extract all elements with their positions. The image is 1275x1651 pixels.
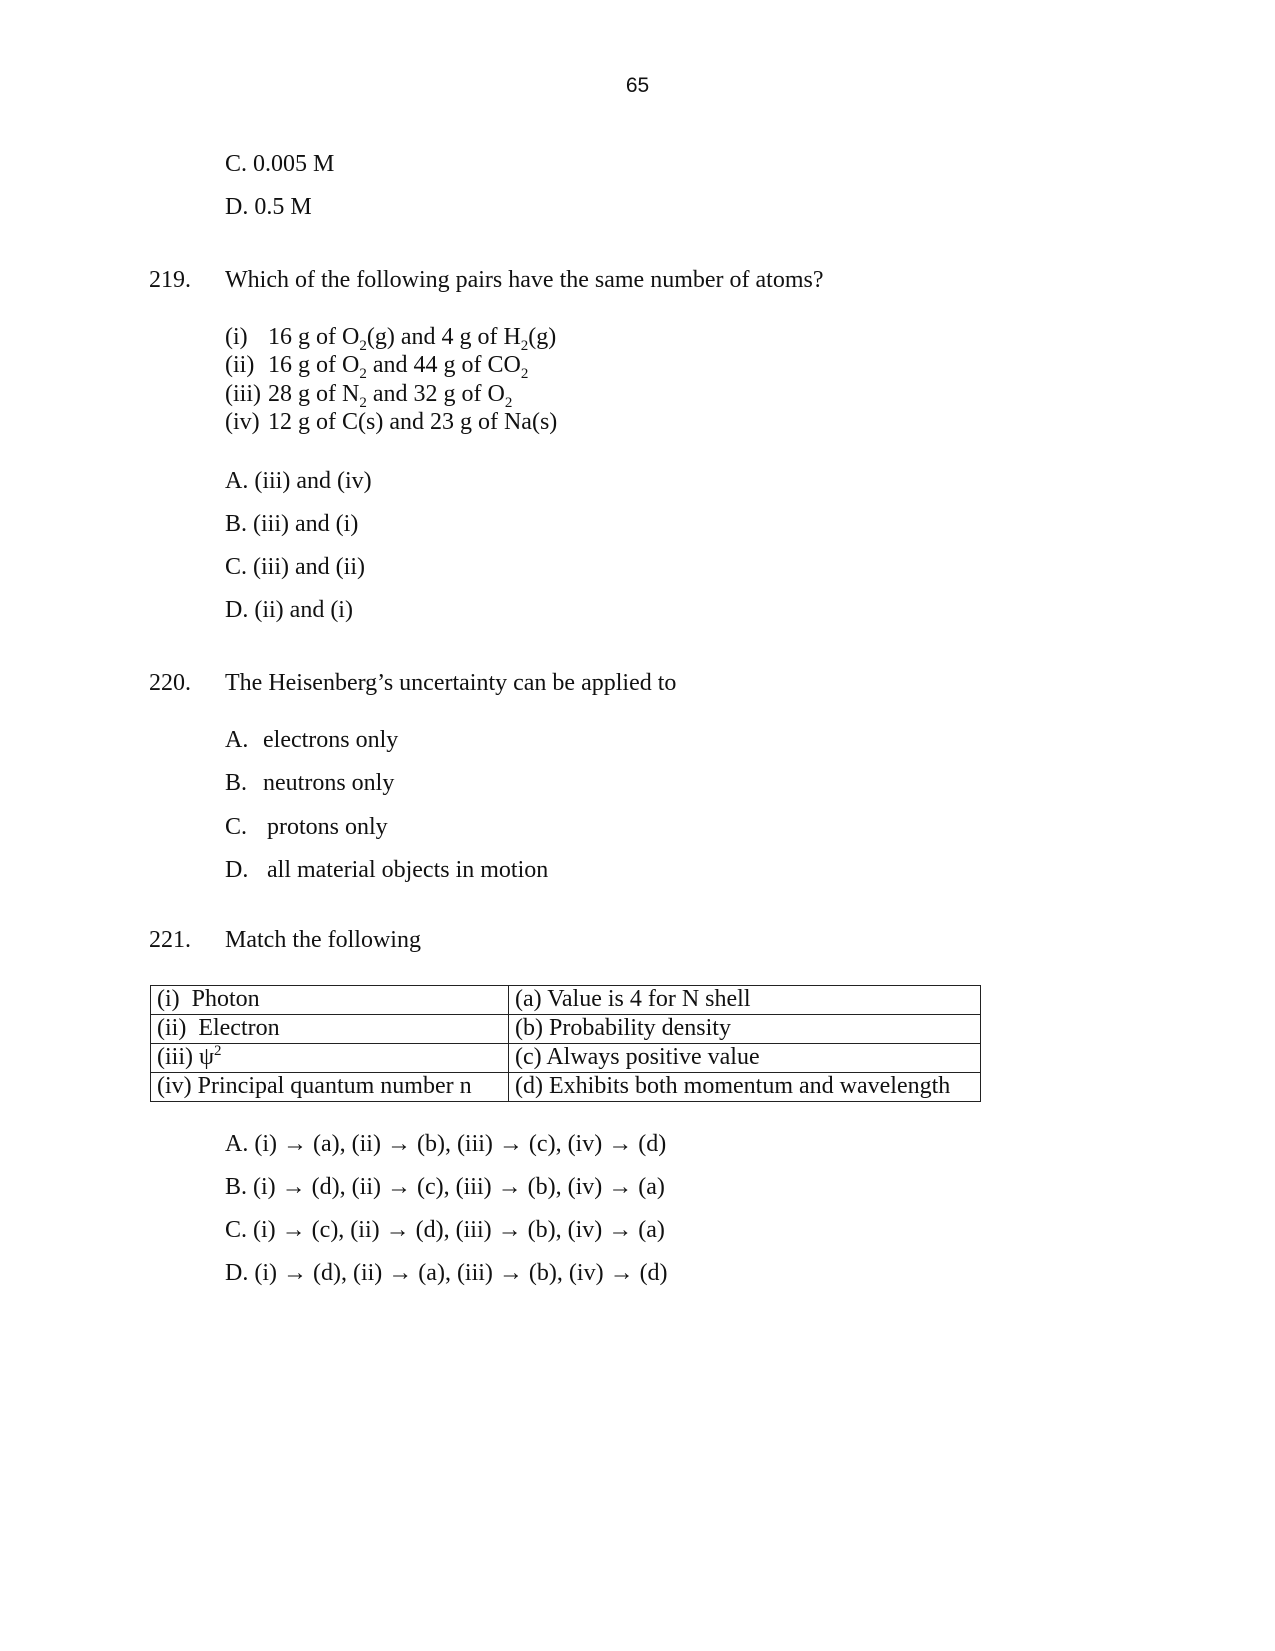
table-cell-right: (d) Exhibits both momentum and wavelength	[509, 1073, 981, 1102]
statement-text: and 44 g of CO	[366, 352, 521, 378]
statement-label: (iv)	[225, 409, 260, 435]
table-cell-left	[151, 1044, 509, 1073]
table-row	[151, 1015, 981, 1044]
option-label: B.	[225, 511, 248, 537]
match-table	[150, 985, 981, 1102]
subscript: 2	[520, 337, 529, 354]
option-text: (i) → (c), (ii) → (d), (iii) → (b), (iv) → (a)	[253, 1217, 665, 1243]
option-text: 0.5 M	[254, 194, 312, 220]
statement-text: 12 g of C(s) and 23 g of Na(s)	[268, 409, 558, 435]
cell-text: (i) Photon	[157, 986, 260, 1012]
option-text: protons only	[267, 814, 388, 840]
statement-label: (i)	[225, 324, 248, 350]
q221-option-d	[225, 1259, 668, 1287]
option-text: (i) → (d), (ii) → (a), (iii) → (b), (iv) → (d)	[254, 1260, 668, 1286]
option-text: (ii) and (i)	[254, 597, 353, 623]
q219-option-d	[225, 596, 353, 624]
option-text: (i) → (a), (ii) → (b), (iii) → (c), (iv) → (d)	[254, 1131, 667, 1157]
question-number-220: 220.	[149, 670, 191, 696]
statement-text: 28 g of N	[268, 381, 360, 407]
question-text-219: Which of the following pairs have the same number of atoms?	[225, 267, 824, 293]
statement-text: 16 g of O	[268, 324, 360, 350]
option-text: (iii) and (i)	[253, 511, 359, 537]
q220-option-d	[225, 856, 548, 884]
q220-option-a	[225, 726, 398, 754]
q220-option-b	[225, 769, 394, 797]
carryover-option-d	[225, 193, 312, 221]
q219-option-a	[225, 467, 372, 495]
option-label: C.	[225, 554, 248, 580]
subscript: 2	[359, 365, 367, 382]
statement-text: 16 g of O	[268, 352, 360, 378]
option-label: A.	[225, 727, 249, 753]
option-label: C.	[225, 1217, 248, 1243]
subscript: 2	[359, 394, 367, 411]
option-text: electrons only	[263, 727, 399, 753]
subscript: 2	[359, 337, 367, 354]
option-label: A.	[225, 1131, 249, 1157]
statement-label: (iii)	[225, 381, 261, 407]
option-label: C.	[225, 814, 248, 840]
table-cell-right: (a) Value is 4 for N shell	[509, 986, 981, 1015]
option-label: B.	[225, 770, 248, 796]
option-text: all material objects in motion	[267, 857, 549, 883]
statement-label: (ii)	[225, 352, 255, 378]
cell-text: (iv) Principal quantum number n	[157, 1073, 472, 1099]
statement-text: (g) and 4 g of H	[366, 324, 521, 350]
option-text: (i) → (d), (ii) → (c), (iii) → (b), (iv) → (a)	[253, 1174, 665, 1200]
q221-option-c	[225, 1216, 665, 1244]
option-text: neutrons only	[263, 770, 395, 796]
table-row	[151, 1044, 981, 1073]
q219-option-b	[225, 510, 358, 538]
table-row	[151, 1073, 981, 1102]
option-label: D.	[225, 857, 249, 883]
table-cell-left	[151, 1073, 509, 1102]
question-text-221: Match the following	[225, 927, 421, 953]
subscript: 2	[504, 394, 513, 411]
subscript: 2	[520, 365, 529, 382]
page-number: 65	[625, 74, 650, 97]
option-label: D.	[225, 194, 249, 220]
option-label: B.	[225, 1174, 248, 1200]
table-row	[151, 986, 981, 1015]
question-number-221: 221.	[149, 927, 191, 953]
superscript: 2	[214, 1043, 222, 1059]
question-text-220: The Heisenberg’s uncertainty can be applied to	[225, 670, 677, 696]
statement-text: (g)	[528, 324, 557, 350]
statement-ii	[225, 351, 528, 380]
option-text: 0.005 M	[253, 151, 335, 177]
option-label: D.	[225, 1260, 249, 1286]
table-cell-right: (c) Always positive value	[509, 1044, 981, 1073]
question-number-219: 219.	[149, 267, 191, 293]
table-cell-right: (b) Probability density	[509, 1015, 981, 1044]
cell-text: (ii) Electron	[157, 1015, 280, 1041]
q220-option-c	[225, 813, 388, 841]
option-label: C.	[225, 151, 248, 177]
carryover-option-c	[225, 150, 334, 178]
option-text: (iii) and (ii)	[253, 554, 365, 580]
q221-option-a	[225, 1130, 666, 1158]
q219-option-c	[225, 553, 365, 581]
statement-iii	[225, 380, 512, 409]
option-label: A.	[225, 468, 249, 494]
cell-text: (iii) ψ	[157, 1044, 215, 1070]
statement-text: and 32 g of O	[366, 381, 505, 407]
table-cell-left	[151, 1015, 509, 1044]
option-label: D.	[225, 597, 249, 623]
statement-i	[225, 323, 556, 352]
table-cell-left	[151, 986, 509, 1015]
statement-iv	[225, 408, 557, 437]
option-text: (iii) and (iv)	[254, 468, 372, 494]
q221-option-b	[225, 1173, 665, 1201]
